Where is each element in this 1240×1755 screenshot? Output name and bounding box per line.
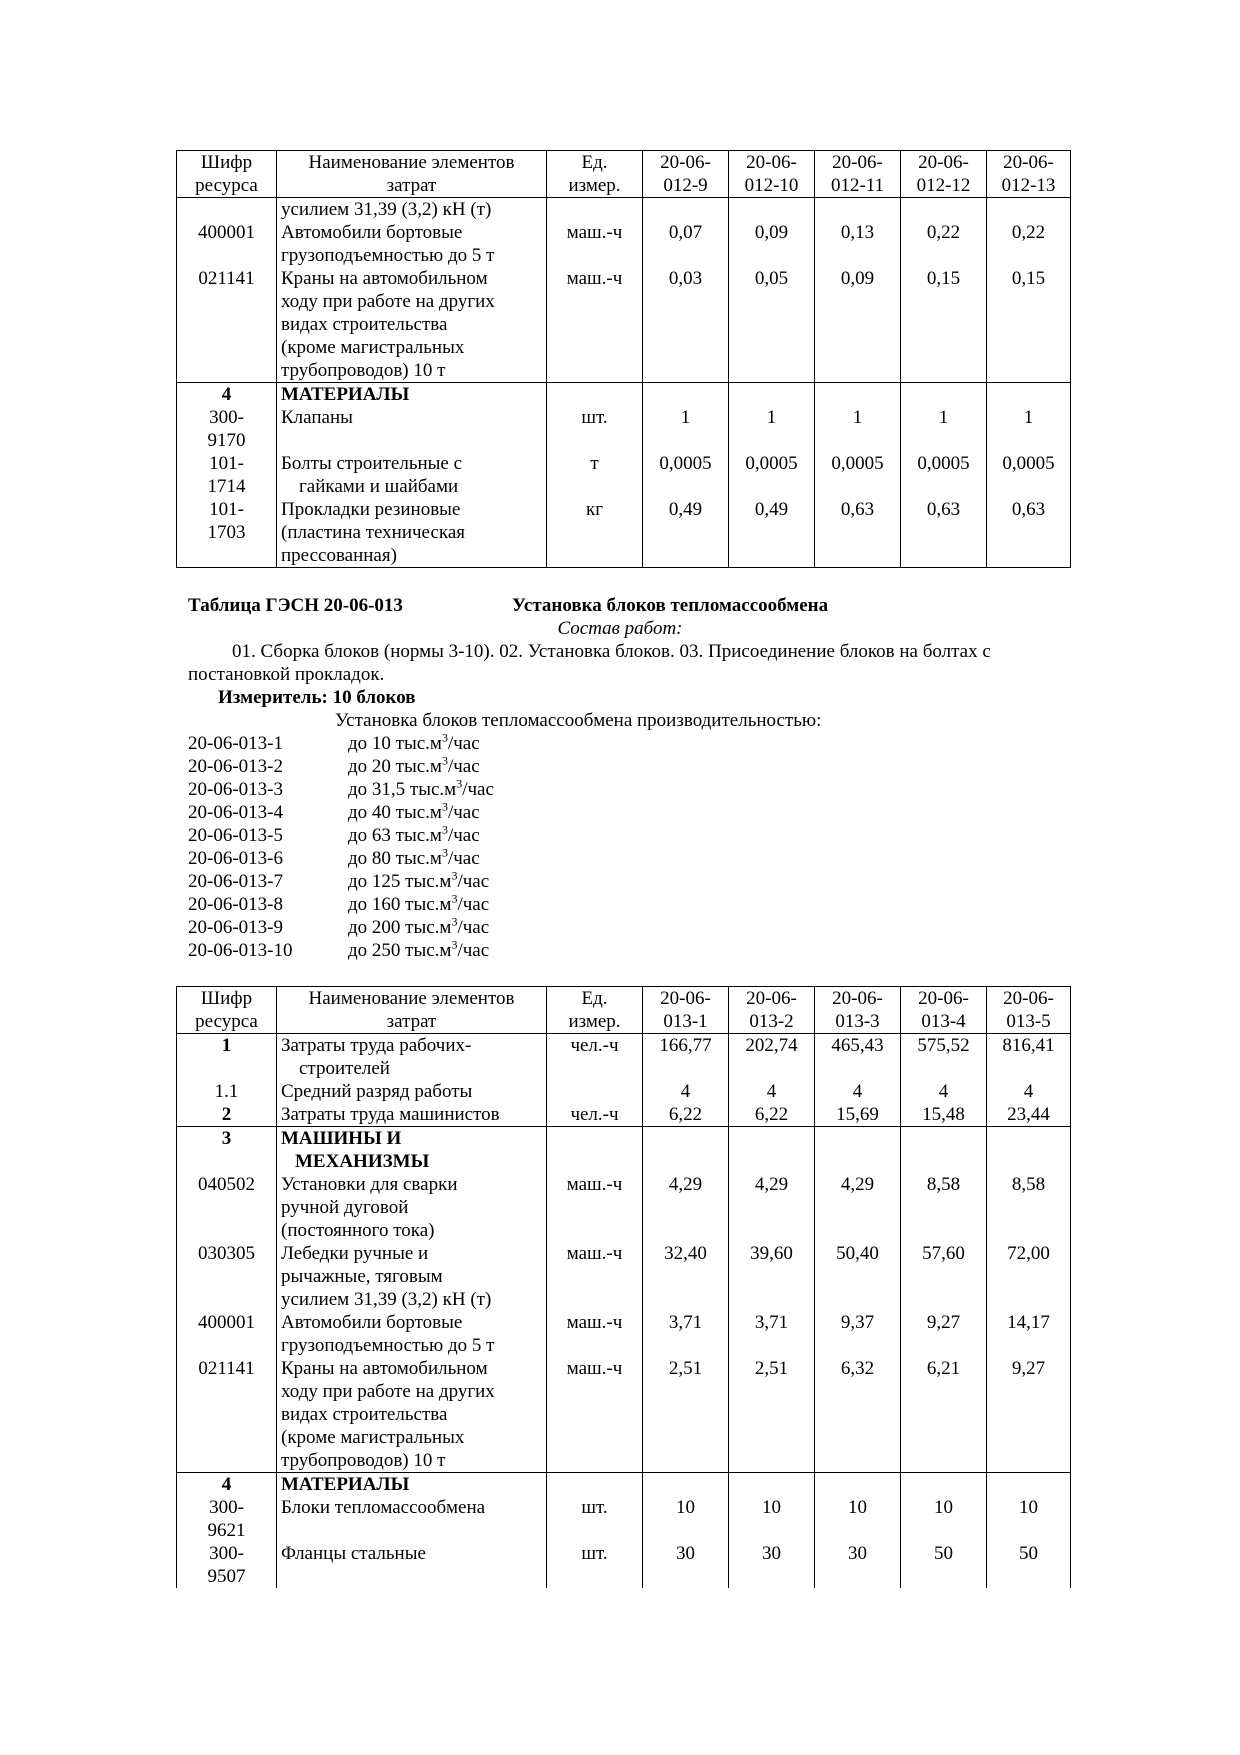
norm-description: до 63 $тыс.м^3$/час: [348, 822, 480, 846]
value: 72,00: [987, 1242, 1071, 1311]
value: 0,09: [815, 267, 901, 383]
unit: шт.: [547, 1496, 643, 1542]
resource-name: Средний разряд работы: [277, 1080, 547, 1103]
value: 30: [815, 1542, 901, 1588]
value: 166,77: [643, 1034, 729, 1081]
code-list-item: [188, 916, 788, 939]
resource-name: Прокладки резиновые (пластина техническая прессованная): [277, 498, 547, 568]
header-cell: Наименование элементов затрат: [277, 151, 547, 198]
value: 0,22: [987, 221, 1071, 267]
value: 15,48: [901, 1103, 987, 1127]
value: 9,27: [987, 1357, 1071, 1473]
resource-name: Краны на автомобильном ходу при работе на других видах строительства (кроме магистральных трубопроводов) 10 т: [277, 267, 547, 383]
value: 9,37: [815, 1311, 901, 1357]
resource-name: Блоки тепломассообмена: [277, 1496, 547, 1542]
header-cell: 20-06- 013-5: [987, 987, 1071, 1034]
value: 1: [901, 406, 987, 452]
table-row: [177, 1173, 1071, 1242]
resource-name: Затраты труда рабочих- строителей: [277, 1034, 547, 1081]
table-row: [177, 1357, 1071, 1473]
codes-intro: Установка блоков тепломассообмена производительностью:: [335, 710, 822, 731]
value: 8,58: [987, 1173, 1071, 1242]
resource-table-013: [176, 986, 1071, 1588]
code-list-item: [188, 824, 788, 847]
resource-code: 400001: [177, 221, 277, 267]
resource-code: 040502: [177, 1173, 277, 1242]
norm-code: 20-06-013-2: [188, 756, 283, 777]
value: 816,41: [987, 1034, 1071, 1081]
header-cell: 20-06- 013-3: [815, 987, 901, 1034]
resource-code: 400001: [177, 1311, 277, 1357]
value: 14,17: [987, 1311, 1071, 1357]
value: 4,29: [729, 1173, 815, 1242]
norm-code: 20-06-013-5: [188, 825, 283, 846]
meter: Измеритель: 10 блоков: [218, 687, 416, 708]
norm-code: 20-06-013-3: [188, 779, 283, 800]
table-row: [177, 1034, 1071, 1081]
norm-description: до 200 $тыс.м^3$/час: [348, 914, 490, 938]
value: 6,21: [901, 1357, 987, 1473]
resource-code: 101- 1703: [177, 498, 277, 568]
value: 50: [901, 1542, 987, 1588]
value: 10: [815, 1496, 901, 1542]
value: 10: [901, 1496, 987, 1542]
table-header-row: [177, 151, 1071, 198]
norm-description: до 20 $тыс.м^3$/час: [348, 753, 480, 777]
resource-name: Установки для сварки ручной дуговой (постоянного тока): [277, 1173, 547, 1242]
header-cell: Ед. измер.: [547, 987, 643, 1034]
norm-code: 20-06-013-6: [188, 848, 283, 869]
unit: чел.-ч: [547, 1034, 643, 1081]
header-cell: 20-06- 012-12: [901, 151, 987, 198]
table-row: [177, 1242, 1071, 1311]
table-header-row: [177, 987, 1071, 1034]
table-row: [177, 198, 1071, 222]
norm-description: до 10 $тыс.м^3$/час: [348, 730, 480, 754]
composition-title: Состав работ:: [557, 618, 683, 639]
header-cell: 20-06- 013-4: [901, 987, 987, 1034]
value: 0,07: [643, 221, 729, 267]
value: 1: [643, 406, 729, 452]
section-row-machines: [177, 1127, 1071, 1174]
value: 0,05: [729, 267, 815, 383]
value: 0,03: [643, 267, 729, 383]
value: 30: [729, 1542, 815, 1588]
value: 10: [729, 1496, 815, 1542]
resource-name: Клапаны: [277, 406, 547, 452]
cont-text: усилием 31,39 (3,2) кН (т): [277, 198, 547, 222]
value: 0,0005: [643, 452, 729, 498]
value: 8,58: [901, 1173, 987, 1242]
value: 0,22: [901, 221, 987, 267]
value: 1: [815, 406, 901, 452]
section-label: МАТЕРИАЛЫ: [277, 383, 547, 407]
value: 0,63: [815, 498, 901, 568]
resource-code: 021141: [177, 1357, 277, 1473]
value: 4: [643, 1080, 729, 1103]
header-cell: 20-06- 013-1: [643, 987, 729, 1034]
section-title: Установка блоков тепломассообмена: [512, 595, 829, 616]
unit: маш.-ч: [547, 1173, 643, 1242]
value: 15,69: [815, 1103, 901, 1127]
value: 4: [729, 1080, 815, 1103]
table-row: [177, 1542, 1071, 1588]
header-cell: 20-06- 012-9: [643, 151, 729, 198]
resource-code: 1: [177, 1034, 277, 1081]
resource-code: 2: [177, 1103, 277, 1127]
header-cell: Ед. измер.: [547, 151, 643, 198]
header-cell: 20-06- 012-10: [729, 151, 815, 198]
table-row: [177, 1311, 1071, 1357]
resource-code: 021141: [177, 267, 277, 383]
value: 465,43: [815, 1034, 901, 1081]
composition-text: 01. Сборка блоков (нормы 3-10). 02. Установка блоков. 03. Присоединение блоков на болтах с постановкой прокладок.: [188, 641, 991, 685]
section-code: 4: [177, 1473, 277, 1497]
unit: т: [547, 452, 643, 498]
resource-code: 030305: [177, 1242, 277, 1311]
norm-code: 20-06-013-8: [188, 894, 283, 915]
table-row: [177, 452, 1071, 498]
norm-code: 20-06-013-1: [188, 733, 283, 754]
unit: [547, 1080, 643, 1103]
norm-code: 20-06-013-4: [188, 802, 283, 823]
value: 3,71: [643, 1311, 729, 1357]
value: 1: [729, 406, 815, 452]
resource-code: 300- 9621: [177, 1496, 277, 1542]
code-list-item: [188, 870, 788, 893]
code-list-item: [188, 801, 788, 824]
unit: маш.-ч: [547, 1357, 643, 1473]
value: 4,29: [643, 1173, 729, 1242]
resource-name: Фланцы стальные: [277, 1542, 547, 1588]
resource-name: Краны на автомобильном ходу при работе на других видах строительства (кроме магистральных трубопроводов) 10 т: [277, 1357, 547, 1473]
value: 575,52: [901, 1034, 987, 1081]
value: 0,15: [901, 267, 987, 383]
code-list: [188, 732, 788, 962]
value: 0,0005: [729, 452, 815, 498]
value: 4: [987, 1080, 1071, 1103]
value: 1: [987, 406, 1071, 452]
section-code: 4: [177, 383, 277, 407]
section-row-materials: [177, 1473, 1071, 1497]
value: 23,44: [987, 1103, 1071, 1127]
code-list-item: [188, 939, 788, 962]
norm-description: до 40 $тыс.м^3$/час: [348, 799, 480, 823]
unit: маш.-ч: [547, 1311, 643, 1357]
norm-description: до 160 $тыс.м^3$/час: [348, 891, 490, 915]
header-cell: 20-06- 012-13: [987, 151, 1071, 198]
value: 0,09: [729, 221, 815, 267]
table-row: [177, 221, 1071, 267]
resource-code: 300- 9507: [177, 1542, 277, 1588]
code-list-item: [188, 847, 788, 870]
resource-code: 1.1: [177, 1080, 277, 1103]
header-cell: 20-06- 013-2: [729, 987, 815, 1034]
unit: кг: [547, 498, 643, 568]
norm-code: 20-06-013-7: [188, 871, 283, 892]
value: 4: [901, 1080, 987, 1103]
resource-code: 300- 9170: [177, 406, 277, 452]
value: 0,63: [901, 498, 987, 568]
section-label: МАШИНЫ И МЕХАНИЗМЫ: [277, 1127, 547, 1174]
unit: маш.-ч: [547, 267, 643, 383]
value: 10: [987, 1496, 1071, 1542]
value: 0,0005: [815, 452, 901, 498]
table-row: [177, 1103, 1071, 1127]
resource-code: 101- 1714: [177, 452, 277, 498]
unit: чел.-ч: [547, 1103, 643, 1127]
resource-name: Автомобили бортовые грузоподъемностью до 5 т: [277, 1311, 547, 1357]
table-row: [177, 1080, 1071, 1103]
code-list-item: [188, 755, 788, 778]
value: 2,51: [643, 1357, 729, 1473]
unit: шт.: [547, 406, 643, 452]
section-label: МАТЕРИАЛЫ: [277, 1473, 547, 1497]
value: 50: [987, 1542, 1071, 1588]
norm-code: 20-06-013-9: [188, 917, 283, 938]
norm-description: до 80 $тыс.м^3$/час: [348, 845, 480, 869]
header-cell: Шифр ресурса: [177, 987, 277, 1034]
value: 0,13: [815, 221, 901, 267]
resource-name: Лебедки ручные и рычажные, тяговым усилием 31,39 (3,2) кН (т): [277, 1242, 547, 1311]
value: 6,22: [643, 1103, 729, 1127]
value: 0,63: [987, 498, 1071, 568]
section-row-materials: [177, 383, 1071, 407]
value: 57,60: [901, 1242, 987, 1311]
value: 50,40: [815, 1242, 901, 1311]
table-row: [177, 406, 1071, 452]
value: 2,51: [729, 1357, 815, 1473]
value: 6,22: [729, 1103, 815, 1127]
value: 0,49: [643, 498, 729, 568]
value: 0,0005: [987, 452, 1071, 498]
resource-name: Автомобили бортовые грузоподъемностью до 5 т: [277, 221, 547, 267]
resource-table-012: [176, 150, 1071, 568]
value: 202,74: [729, 1034, 815, 1081]
value: 0,0005: [901, 452, 987, 498]
value: 39,60: [729, 1242, 815, 1311]
value: 30: [643, 1542, 729, 1588]
header-cell: Наименование элементов затрат: [277, 987, 547, 1034]
value: 3,71: [729, 1311, 815, 1357]
value: 4,29: [815, 1173, 901, 1242]
code-list-item: [188, 732, 788, 755]
resource-name: Затраты труда машинистов: [277, 1103, 547, 1127]
norm-description: до 31,5 $тыс.м^3$/час: [348, 776, 494, 800]
value: 6,32: [815, 1357, 901, 1473]
norm-description: до 250 $тыс.м^3$/час: [348, 937, 490, 961]
value: 32,40: [643, 1242, 729, 1311]
unit: маш.-ч: [547, 1242, 643, 1311]
value: 0,15: [987, 267, 1071, 383]
header-cell: Шифр ресурса: [177, 151, 277, 198]
header-cell: 20-06- 012-11: [815, 151, 901, 198]
value: 9,27: [901, 1311, 987, 1357]
code-list-item: [188, 778, 788, 801]
value: 4: [815, 1080, 901, 1103]
section-code: 3: [177, 1127, 277, 1174]
table-label: Таблица ГЭСН 20-06-013: [188, 595, 403, 616]
table-row: [177, 267, 1071, 383]
table-row: [177, 498, 1071, 568]
unit: шт.: [547, 1542, 643, 1588]
norm-description: до 125 $тыс.м^3$/час: [348, 868, 490, 892]
value: 0,49: [729, 498, 815, 568]
norm-code: 20-06-013-10: [188, 940, 293, 961]
resource-name: Болты строительные с гайками и шайбами: [277, 452, 547, 498]
table-row: [177, 1496, 1071, 1542]
unit: маш.-ч: [547, 221, 643, 267]
code-list-item: [188, 893, 788, 916]
value: 10: [643, 1496, 729, 1542]
